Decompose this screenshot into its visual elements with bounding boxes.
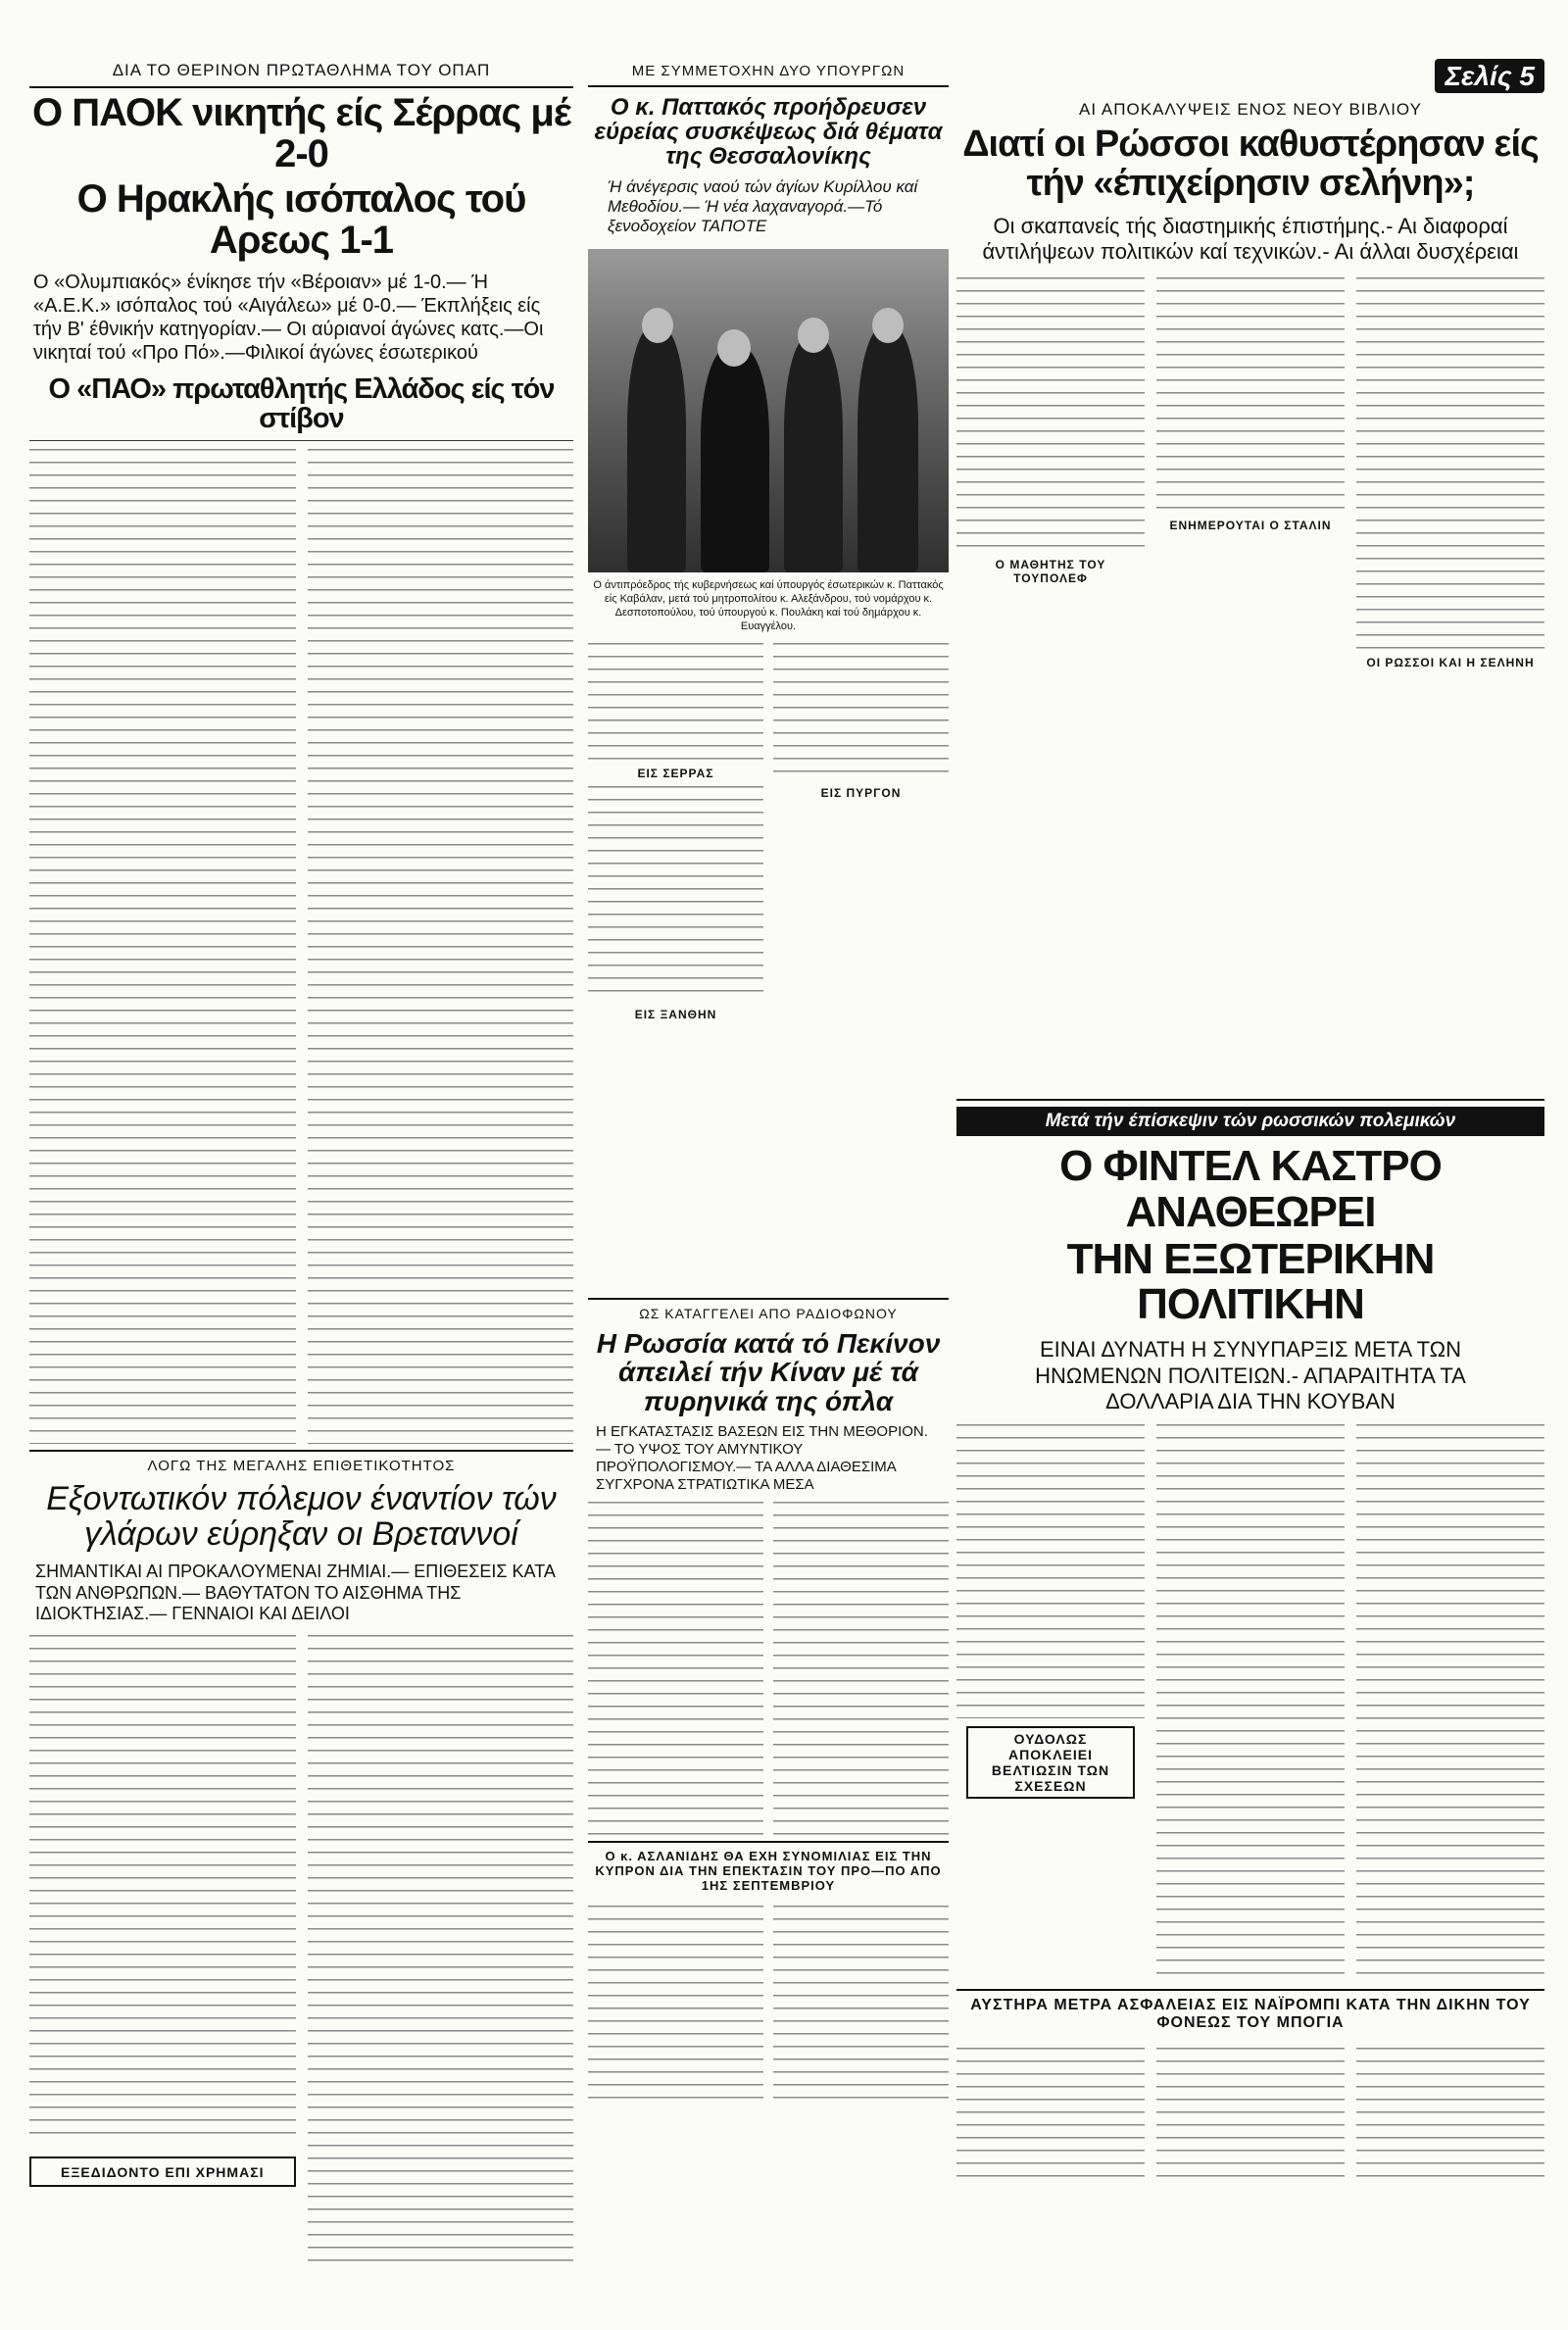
photo-pattakos <box>588 249 949 572</box>
body-text <box>773 1502 949 1835</box>
photo-figure <box>627 327 686 572</box>
body-text <box>588 643 763 761</box>
body-text <box>588 1906 763 2102</box>
headline-pao: Ο «ΠΑΟ» πρωταθλητής Ελλάδος είς τόν στίβον <box>48 373 555 435</box>
gulls-subheadline: ΣΗΜΑΝΤΙΚΑΙ ΑΙ ΠΡΟΚΑΛΟΥΜΕΝΑΙ ΖΗΜΙΑΙ.— ΕΠΙΘΕΣΕΙΣ ΚΑΤΑ ΤΩΝ ΑΝΘΡΩΠΩΝ.— ΒΑΘΥΤΑΤΟΝ ΤΟ ΑΙΣΘΗΜΑ ΤΗΣ ΙΔΙΟΚΤΗΣΙΑΣ.— ΓΕΝΝΑΙΟΙ ΚΑΙ ΔΕΙΛΟΙ <box>35 1562 555 1624</box>
text-lines <box>956 277 1145 552</box>
pattakos-subheadline: Ή άνέγερσις ναού τών άγίων Κυρίλλου καί Μεθοδίου.— Ή νέα λαχαναγορά.—Τό ξενοδοχείον ΤΑΠΟΤΕ <box>608 176 918 236</box>
text-lines <box>1356 2048 1544 2185</box>
headline-castro-2: ΤΗΝ ΕΞΩΤΕΡΙΚΗΝ ΠΟΛΙΤΙΚΗΝ <box>1066 1234 1435 1328</box>
body-text <box>588 1027 763 1290</box>
photo-figure <box>701 347 769 572</box>
body-text <box>773 1906 949 2102</box>
headline-russia-china: Η Ρωσσία κατά τό Πεκίνον άπειλεί τήν Κίναν μέ τά πυρηνικά της όπλα <box>596 1327 941 1416</box>
photo-figure <box>858 327 918 572</box>
text-lines <box>773 1502 949 1835</box>
headline-iraklis: Ο Ηρακλής ισόπαλος τού Αρεως 1-1 <box>76 177 526 262</box>
body-text <box>29 449 296 1444</box>
text-lines <box>588 786 763 1002</box>
gulls-kicker: ΛΟΓΩ ΤΗΣ ΜΕΓΑΛΗΣ ΕΠΙΘΕΤΙΚΟΤΗΤΟΣ <box>147 1457 456 1474</box>
small-headline: ΕΙΣ ΣΕΡΡΑΣ <box>637 766 714 780</box>
divider <box>588 1841 949 1843</box>
text-lines <box>956 1424 1145 1718</box>
headline-gulls: Εξοντωτικόν πόλεμον έναντίον τών γλάρων εύρηξαν οι Βρεταννοί <box>46 1479 557 1553</box>
right-kicker: ΑΙ ΑΠΟΚΑΛΥΨΕΙΣ ΕΝΟΣ ΝΕΟΥ ΒΙΒΛΙΟΥ <box>1079 100 1422 119</box>
text-lines <box>1156 2048 1345 2185</box>
body-text <box>1356 277 1544 650</box>
body-text <box>956 277 1145 552</box>
moon-subheadline: Οι σκαπανείς τής διαστημικής έπιστήμης.- Αι διαφοραί άντιλήψεων πολιτικών καί τεχνικών.- Αι άλλαι δυσχέρειαι <box>982 213 1519 265</box>
gulls-body <box>29 1635 573 2272</box>
small-headline: ΕΝΗΜΕΡΟΥΤΑΙ Ο ΣΤΑΛΙΝ <box>1169 518 1332 532</box>
small-headline: ΟΥΔΟΛΩΣ ΑΠΟΚΛΕΙΕΙ <box>1007 1731 1093 1763</box>
text-lines <box>588 643 763 761</box>
body-text <box>1156 1424 1345 1983</box>
text-lines <box>588 1906 763 2102</box>
body-text <box>1156 538 1345 1091</box>
photo-figure <box>798 318 829 353</box>
divider <box>956 1989 1544 1991</box>
text-lines <box>1356 1424 1544 1983</box>
left-column <box>29 0 573 2330</box>
right-column <box>956 0 1544 2330</box>
moon-body <box>956 277 1544 1091</box>
photo-figure <box>872 308 904 343</box>
photo-figure <box>642 308 673 343</box>
nairobi-body <box>956 2048 1544 2185</box>
headline-cyprus: Ο κ. ΑΣΛΑΝΙΔΗΣ ΘΑ ΕΧΗ ΣΥΝΟΜΙΛΙΑΣ ΕΙΣ ΤΗΝ ΚΥΠΡΟΝ ΔΙΑ ΤΗΝ ΕΠΕΚΤΑΣΙΝ ΤΟΥ ΠΡΟ—ΠΟ ΑΠΟ 1ΗΣ ΣΕΠΤΕΜΒΡΙΟΥ <box>595 1848 942 1893</box>
body-text <box>773 806 949 1290</box>
text-lines <box>1156 1424 1345 1983</box>
headline-nairobi: ΑΥΣΤΗΡΑ ΜΕΤΡΑ ΑΣΦΑΛΕΙΑΣ ΕΙΣ ΝΑΪΡΟΜΠΙ ΚΑΤΑ ΤΗΝ ΔΙΚΗΝ ΤΟΥ ΦΟΝΕΩΣ ΤΟΥ ΜΠΟΓΙΑ <box>970 1997 1531 2032</box>
body-text <box>29 1635 296 2145</box>
headline-paok: Ο ΠΑΟΚ νικητής είς Σέρρας μέ 2-0 <box>32 91 570 175</box>
page-number-wrap <box>956 61 1544 92</box>
russia-body <box>588 1502 949 1835</box>
castro-kicker: Μετά τήν έπίσκεψιν τών ρωσσικών πολεμικών <box>1045 1110 1456 1131</box>
divider <box>588 1298 949 1300</box>
body-text <box>1156 2048 1345 2185</box>
castro-subheadline: ΕΙΝΑΙ ΔΥΝΑΤΗ Η ΣΥΝΥΠΑΡΞΙΣ ΜΕΤΑ ΤΩΝ ΗΝΩΜΕΝΩΝ ΠΟΛΙΤΕΙΩΝ.- ΑΠΑΡΑΙΤΗΤΑ ΤΑ ΔΟΛΛΑΡΙΑ ΔΙΑ ΤΗΝ ΚΟΥΒΑΝ <box>1035 1337 1466 1413</box>
photo-figure <box>784 337 843 572</box>
divider <box>29 440 573 441</box>
sports-body <box>29 449 573 1444</box>
small-headline-box <box>966 1726 1135 1799</box>
headline-moon: Διατί οι Ρώσσοι καθυστέρησαν είς τήν «έπιχείρησιν σελήνη»; <box>962 124 1539 204</box>
pattakos-body <box>588 643 949 1290</box>
small-headline-box <box>29 2156 296 2187</box>
castro-kicker-bar <box>956 1107 1544 1137</box>
middle-kicker: ΜΕ ΣΥΜΜΕΤΟΧΗΝ ΔΥΟ ΥΠΟΥΡΓΩΝ <box>631 63 906 79</box>
small-headline: ΕΙΣ ΞΑΝΘΗΝ <box>634 1007 717 1021</box>
body-text <box>956 1424 1145 1718</box>
body-text <box>308 1635 574 2272</box>
divider <box>956 1099 1544 1101</box>
body-text <box>29 2193 296 2272</box>
sports-subheadline: Ο «Ολυμπιακός» ένίκησε τήν «Βέροιαν» μέ 1-0.— Ή «Α.Ε.Κ.» ισόπαλος τού «Αιγάλεω» μέ 0-0.— Έκπλήξεις είς τήν Β' έθνικήν κατηγορίαν.— Οι αύριανοί άγώνες κατς.—Οι νικηταί τού «Προ Πό».—Φιλικοί άγώνες έσωτερικού <box>33 272 544 364</box>
body-text <box>773 643 949 780</box>
divider <box>588 85 949 87</box>
castro-body <box>956 1424 1544 1983</box>
headline-castro-1: Ο ΦΙΝΤΕΛ ΚΑΣΤΡΟ ΑΝΑΘΕΩΡΕΙ <box>1059 1142 1442 1236</box>
body-text <box>588 1502 763 1835</box>
photo-caption: Ο άντιπρόεδρος τής κυβερνήσεως καί ύπουργός έσωτερικών κ. Παττακός είς Καβάλαν, μετά τού μητροπολίτου κ. Αλεξάνδρου, τού νομάρχου κ. Δεσποτοπούλου, τού ύπουργού κ. Πουλάκη καί τού δημάρχου κ. Ευαγγέλου. <box>593 578 944 632</box>
small-headline: ΟΙ ΡΩΣΣΟΙ ΚΑΙ Η ΣΕΛΗΝΗ <box>1366 655 1535 669</box>
body-text <box>1356 675 1544 1091</box>
text-lines <box>29 449 296 1444</box>
text-lines <box>773 1906 949 2102</box>
text-lines <box>29 1635 296 2145</box>
body-text <box>1356 1424 1544 1983</box>
text-lines <box>308 449 574 1444</box>
text-lines <box>588 1502 763 1835</box>
small-headline: ΒΕΛΤΙΩΣΙΝ ΤΩΝ ΣΧΕΣΕΩΝ <box>991 1762 1110 1795</box>
body-text <box>1156 277 1345 513</box>
text-lines <box>1156 277 1345 513</box>
small-headline: Ο ΜΑΘΗΤΗΣ ΤΟΥ ΤΟΥΠΟΛΕΦ <box>995 557 1106 585</box>
middle-column <box>588 0 949 2330</box>
divider <box>29 1450 573 1452</box>
page-number: Σελίς 5 <box>1435 59 1544 93</box>
text-lines <box>956 2048 1145 2185</box>
headline-pattakos: Ο κ. Παττακός προήδρευσεν εύρείας συσκέψεως διά θέματα της Θεσσαλονίκης <box>594 94 943 171</box>
divider <box>29 86 573 88</box>
radio-kicker: ΩΣ ΚΑΤΑΓΓΕΛΕΙ ΑΠΟ ΡΑΔΙΟΦΩΝΟΥ <box>639 1305 898 1321</box>
body-text <box>956 1807 1145 1983</box>
small-headline: ΕΞΕΔΙΔΟΝΤΟ ΕΠΙ ΧΡΗΜΑΣΙ <box>61 2164 265 2181</box>
body-text <box>1356 2048 1544 2185</box>
small-headline: ΕΙΣ ΠΥΡΓΟΝ <box>820 785 902 800</box>
photo-figure <box>717 329 751 367</box>
text-lines <box>1356 277 1544 650</box>
text-lines <box>308 1635 574 2272</box>
body-text <box>956 591 1145 1091</box>
left-kicker: ΔΙΑ ΤΟ ΘΕΡΙΝΟΝ ΠΡΩΤΑΘΛΗΜΑ ΤΟΥ ΟΠΑΠ <box>112 61 491 79</box>
cyprus-body <box>588 1906 949 2102</box>
body-text <box>956 2048 1145 2185</box>
body-text <box>308 449 574 1444</box>
body-text <box>588 786 763 1002</box>
text-lines <box>773 643 949 780</box>
russia-subheadline: Η ΕΓΚΑΤΑΣΤΑΣΙΣ ΒΑΣΕΩΝ ΕΙΣ ΤΗΝ ΜΕΘΟΡΙΟΝ.— ΤΟ ΥΨΟΣ ΤΟΥ ΑΜΥΝΤΙΚΟΥ ΠΡΟΫΠΟΛΟΓΙΣΜΟΥ.— ΤΑ ΑΛΛΑ ΔΙΑΘΕΣΙΜΑ ΣΥΓΧΡΟΝΑ ΣΤΡΑΤΙΩΤΙΚΑ ΜΕΣΑ <box>596 1422 928 1493</box>
